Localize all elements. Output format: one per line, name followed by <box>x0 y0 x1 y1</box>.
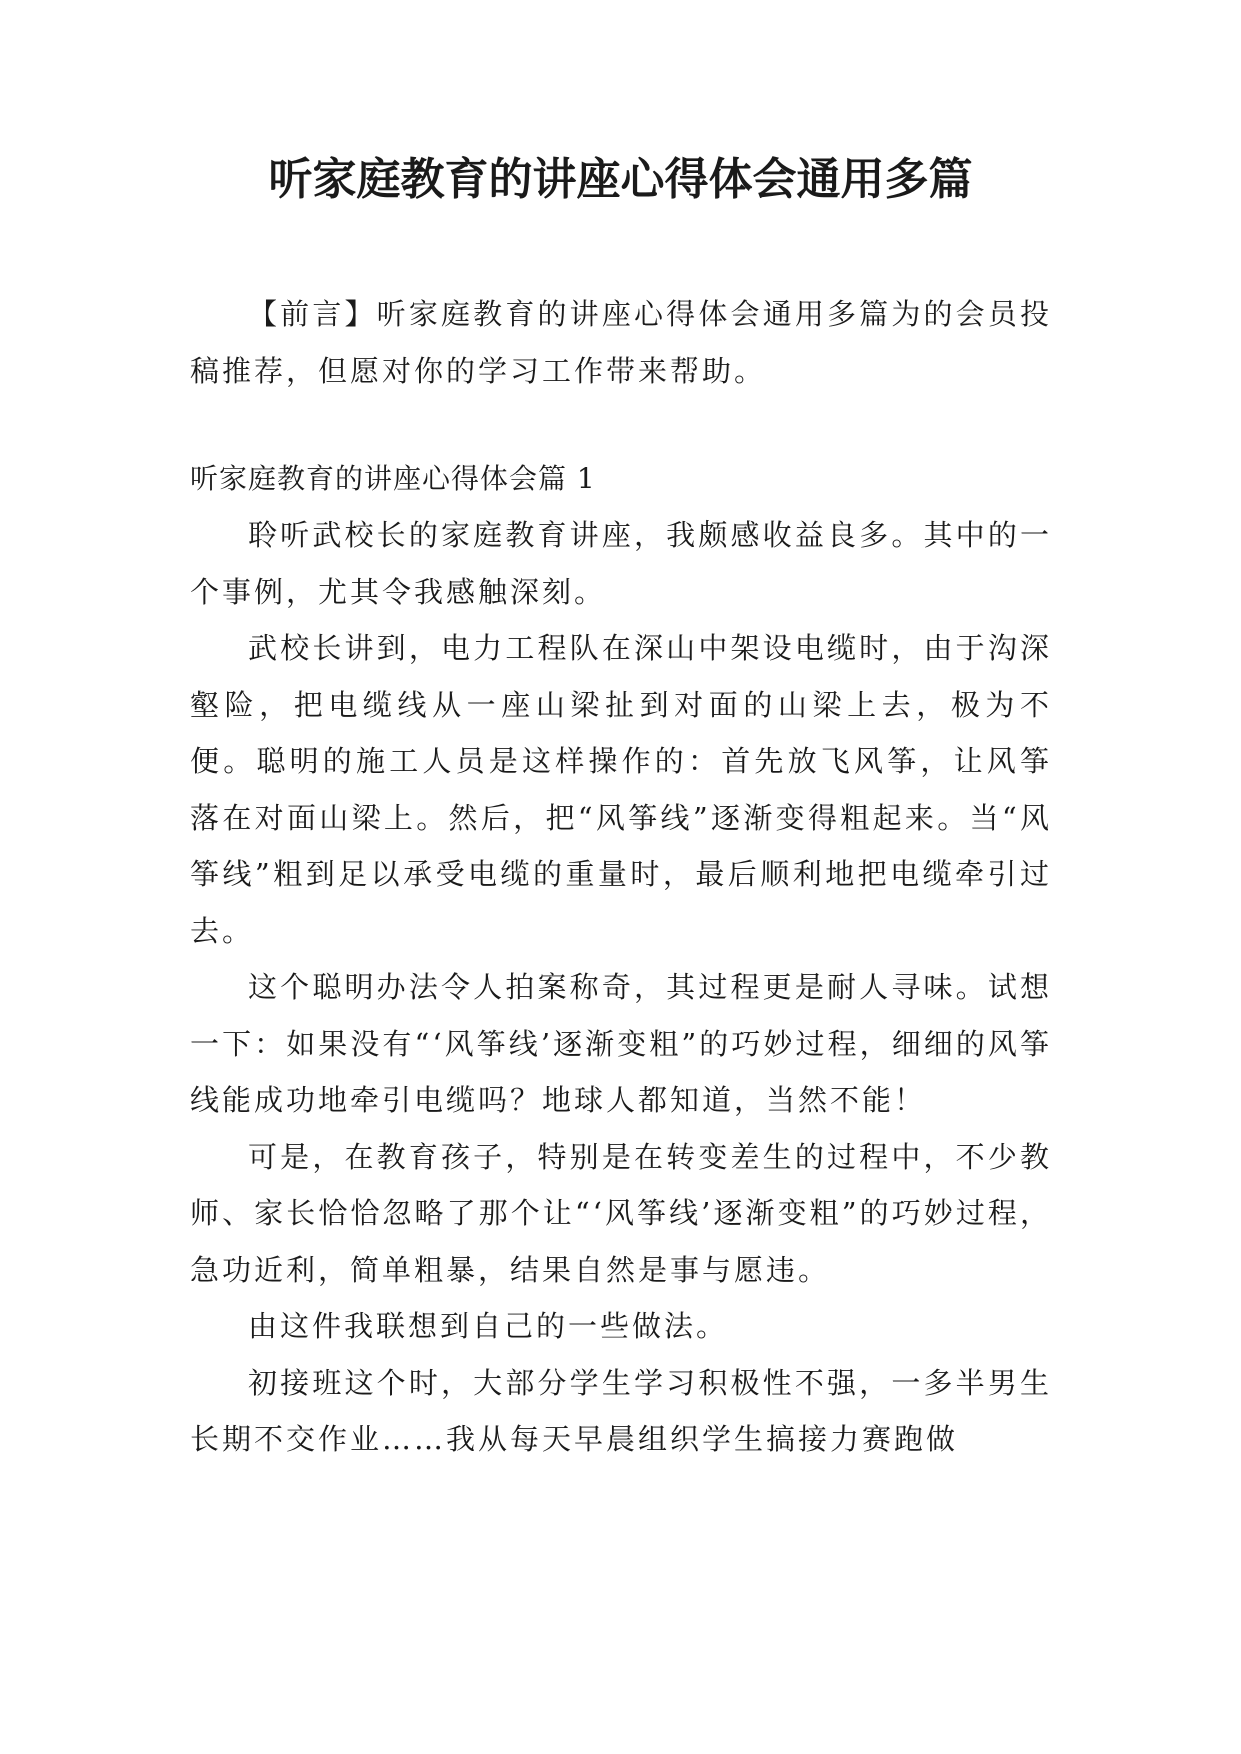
body-paragraph: 聆听武校长的家庭教育讲座，我颇感收益良多。其中的一个事例，尤其令我感触深刻。 <box>190 518 1052 609</box>
body-paragraph: 可是，在教育孩子，特别是在转变差生的过程中，不少教师、家长恰恰忽略了那个让“‘风筝线’逐渐变粗”的巧妙过程，急功近利，简单粗暴，结果自然是事与愿违。 <box>190 1139 1052 1287</box>
section-heading: 听家庭教育的讲座心得体会篇 1 <box>190 462 596 495</box>
preface-paragraph: 【前言】听家庭教育的讲座心得体会通用多篇为的会员投稿推荐，但愿对你的学习工作带来帮助。 <box>190 297 1052 388</box>
body-paragraph: 武校长讲到，电力工程队在深山中架设电缆时，由于沟深壑险，把电缆线从一座山梁扯到对面的山梁上去，极为不便。聪明的施工人员是这样操作的：首先放飞风筝，让风筝落在对面山梁上。然后，把“风筝线”逐渐变得粗起来。当“风筝线”粗到足以承受电缆的重量时，最后顺利地把电缆牵引过去。 <box>190 631 1052 948</box>
document-title: 听家庭教育的讲座心得体会通用多篇 <box>268 154 973 205</box>
body-paragraph: 这个聪明办法令人拍案称奇，其过程更是耐人寻味。试想一下：如果没有“‘风筝线’逐渐变粗”的巧妙过程，细细的风筝线能成功地牵引电缆吗？地球人都知道，当然不能！ <box>190 970 1052 1117</box>
body-paragraph: 初接班这个时，大部分学生学习积极性不强，一多半男生长期不交作业……我从每天早晨组织学生搞接力赛跑做 <box>190 1365 1052 1456</box>
document-body <box>190 286 1052 1468</box>
body-paragraph: 由这件我联想到自己的一些做法。 <box>248 1309 729 1343</box>
